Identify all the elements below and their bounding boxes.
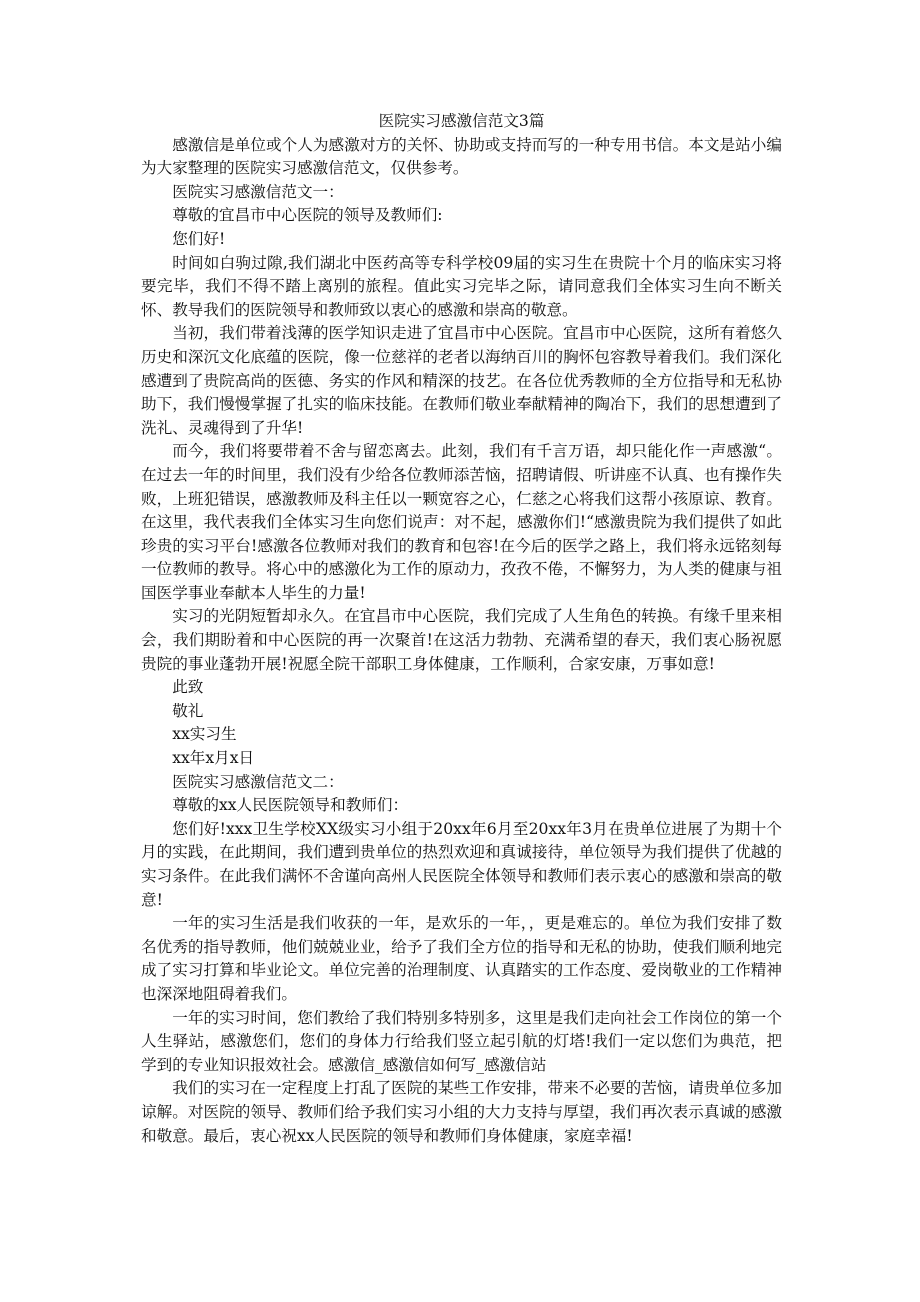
document-body xyxy=(141,134,782,1149)
closing-line: 此致 xyxy=(172,678,204,697)
paragraph: 一年的实习生活是我们收获的一年，是欢乐的一年，，更是难忘的。单位为我们安排了数名优秀的指导教师，他们兢兢业业，给予了我们全方位的指导和无私的协助，使我们顺利地完成了实习打算和毕业论文。单位完善的治理制度、认真踏实的工作态度、爱岗敬业的工作精神也深深地阻碍着我们。 xyxy=(141,914,782,1003)
paragraph: 实习的光阴短暂却永久。在宜昌市中心医院，我们完成了人生角色的转换。有缘千里来相会，我们期盼着和中心医院的再一次聚首!在这活力勃勃、充满希望的春天，我们衷心肠祝愿贵院的事业蓬勃开展!祝愿全院干部职工身体健康，工作顺利，合家安康，万事如意! xyxy=(141,607,782,673)
section-heading-two: 医院实习感激信范文二： xyxy=(172,772,344,791)
salutation: 尊敬的xx人民医院领导和教师们： xyxy=(172,796,409,815)
paragraph: 当初，我们带着浅薄的医学知识走进了宜昌市中心医院。宜昌市中心医院，这所有着悠久历史和深沉文化底蕴的医院，像一位慈祥的老者以海纳百川的胸怀包容教导着我们。我们深化感遭到了贵院高尚的医德、务实的作风和精深的技艺。在各位优秀教师的全方位指导和无私协助下，我们慢慢掌握了扎实的临床技能。在教师们敬业奉献精神的陶冶下，我们的思想遭到了洗礼、灵魂得到了升华! xyxy=(141,324,782,437)
greeting: 您们好! xyxy=(172,229,226,248)
document-title: 医院实习感激信范文3篇 xyxy=(378,112,545,130)
paragraph: 时间如白驹过隙,我们湖北中医药高等专科学校09届的实习生在贵院十个月的临床实习将要完毕，我们不得不踏上离别的旅程。值此实习完毕之际，请同意我们全体实习生向不断关怀、教导我们的医院领导和教师致以衷心的感激和崇高的敬意。 xyxy=(141,253,782,319)
paragraph: 我们的实习在一定程度上打乱了医院的某些工作安排，带来不必要的苦恼，请贵单位多加谅解。对医院的领导、教师们给予我们实习小组的大力支持与厚望，我们再次表示真诚的感激和敬意。最后，衷心祝xx人民医院的领导和教师们身体健康，家庭幸福! xyxy=(141,1079,782,1145)
closing-line: 敬礼 xyxy=(172,701,204,720)
paragraph: 而今，我们将要带着不舍与留恋离去。此刻，我们有千言万语，却只能化作一声感激“。在过去一年的时间里，我们没有少给各位教师添苦恼，招聘请假、听讲座不认真、也有操作失败，上班犯错误，感激教师及科主任以一颗宽容之心，仁慈之心将我们这帮小孩原谅、教育。在这里，我代表我们全体实习生向您们说声：对不起，感激你们!“感激贵院为我们提供了如此珍贵的实习平台!感激各位教师对我们的教育和包容!在今后的医学之路上，我们将永远铭刻每一位教师的教导。将心中的感激化为工作的原动力，孜孜不倦，不懈努力，为人类的健康与祖国医学事业奉献本人毕生的力量! xyxy=(141,442,782,602)
date-line: xx年x月x日 xyxy=(172,749,255,768)
paragraph: 您们好!xxx卫生学校XX级实习小组于20xx年6月至20xx年3月在贵单位进展了为期十个月的实践，在此期间，我们遭到贵单位的热烈欢迎和真诚接待，单位领导为我们提供了优越的实习条件。在此我们满怀不舍谨向高州人民医院全体领导和教师们表示衷心的感激和崇高的敬意! xyxy=(141,819,782,909)
section-heading-one: 医院实习感激信范文一： xyxy=(172,182,344,201)
paragraph: 一年的实习时间，您们教给了我们特别多特别多，这里是我们走向社会工作岗位的第一个人生驿站，感激您们，您们的身体力行给我们竖立起引航的灯塔!我们一定以您们为典范，把学到的专业知识报效社会。感激信_感激信如何写_感激信站 xyxy=(141,1008,782,1074)
paragraph: 感激信是单位或个人为感激对方的关怀、协助或支持而写的一种专用书信。本文是站小编为大家整理的医院实习感激信范文，仅供参考。 xyxy=(141,135,782,178)
signature: xx实习生 xyxy=(172,725,237,744)
salutation: 尊敬的宜昌市中心医院的领导及教师们: xyxy=(172,206,443,225)
